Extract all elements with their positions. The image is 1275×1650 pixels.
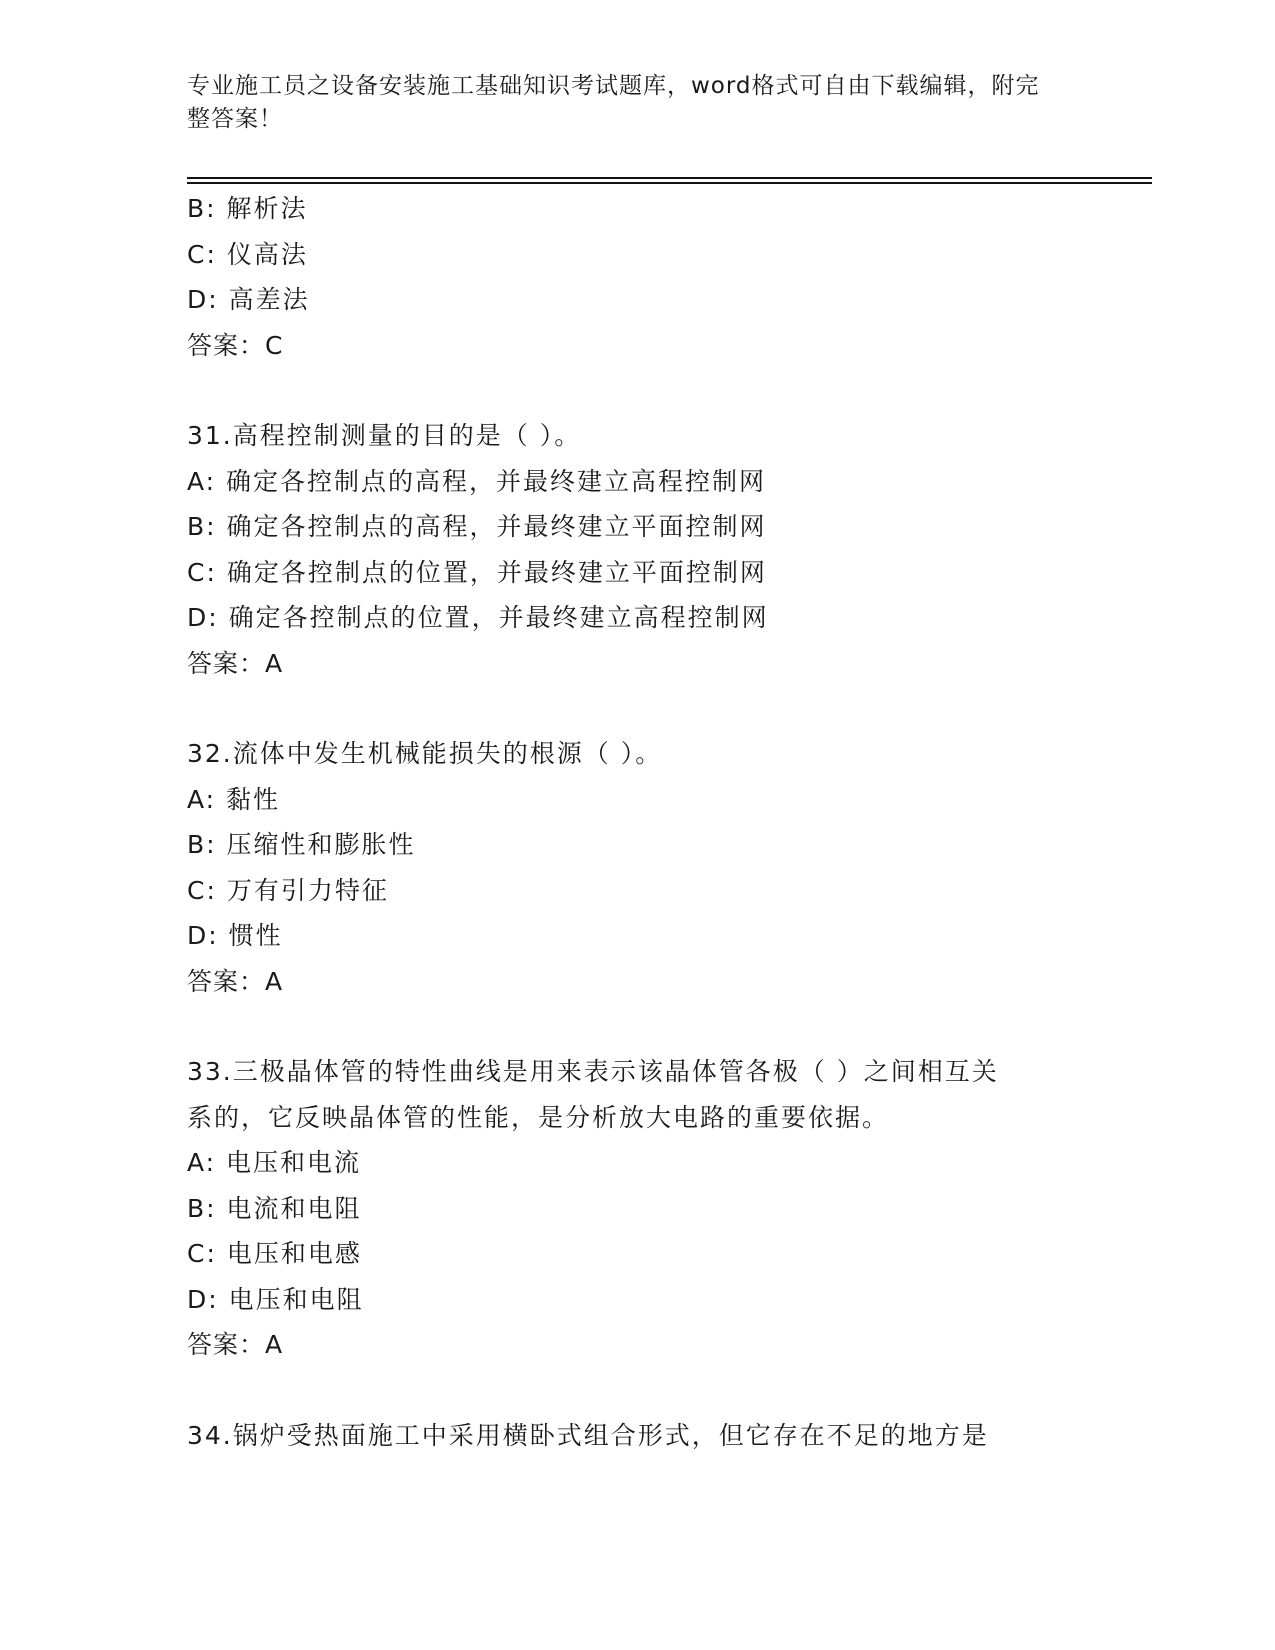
header-title-line-2: 整答案！ — [187, 106, 283, 132]
answer: 答案：A — [187, 1330, 284, 1359]
option-b: B: 电流和电阻 — [187, 1193, 362, 1223]
question-31 — [187, 413, 1152, 686]
option-c: C: 万有引力特征 — [187, 875, 389, 905]
answer: 答案：A — [187, 966, 284, 996]
option-a: A: 电压和电流 — [187, 1148, 362, 1177]
option-d: D: 高差法 — [187, 285, 310, 314]
question-30-tail — [187, 186, 1152, 368]
header-rule-bottom — [187, 182, 1152, 184]
option-b: B: 压缩性和膨胀性 — [187, 830, 416, 859]
header-rule-top — [187, 177, 1152, 179]
option-c: C: 仪高法 — [187, 239, 308, 269]
answer: 答案：A — [187, 648, 284, 678]
option-b: B: 确定各控制点的高程，并最终建立平面控制网 — [187, 512, 767, 541]
answer: 答案：C — [187, 330, 284, 360]
option-a: A: 黏性 — [187, 784, 281, 814]
question-stem-line-1: 33.三极晶体管的特性曲线是用来表示该晶体管各极（ ）之间相互关 — [187, 1057, 999, 1086]
question-34 — [187, 1413, 1152, 1459]
question-stem: 34.锅炉受热面施工中采用横卧式组合形式，但它存在不足的地方是 — [187, 1420, 989, 1450]
header-title-line-1: 专业施工员之设备安装施工基础知识考试题库，word格式可自由下载编辑，附完 — [187, 73, 1040, 99]
option-c: C: 电压和电感 — [187, 1239, 362, 1268]
option-d: D: 惯性 — [187, 921, 283, 950]
option-c: C: 确定各控制点的位置，并最终建立平面控制网 — [187, 557, 767, 587]
option-a: A: 确定各控制点的高程，并最终建立高程控制网 — [187, 466, 767, 496]
document-header — [187, 70, 1067, 136]
question-33 — [187, 1049, 1152, 1368]
question-stem: 31.高程控制测量的目的是（ ）。 — [187, 421, 582, 450]
question-32 — [187, 731, 1152, 1004]
question-stem-line-2: 系的，它反映晶体管的性能，是分析放大电路的重要依据。 — [187, 1102, 890, 1132]
question-list — [187, 186, 1152, 1458]
question-stem: 32.流体中发生机械能损失的根源（ ）。 — [187, 739, 663, 768]
option-d: D: 确定各控制点的位置，并最终建立高程控制网 — [187, 603, 769, 632]
option-d: D: 电压和电阻 — [187, 1284, 364, 1314]
option-b: B: 解析法 — [187, 194, 308, 223]
